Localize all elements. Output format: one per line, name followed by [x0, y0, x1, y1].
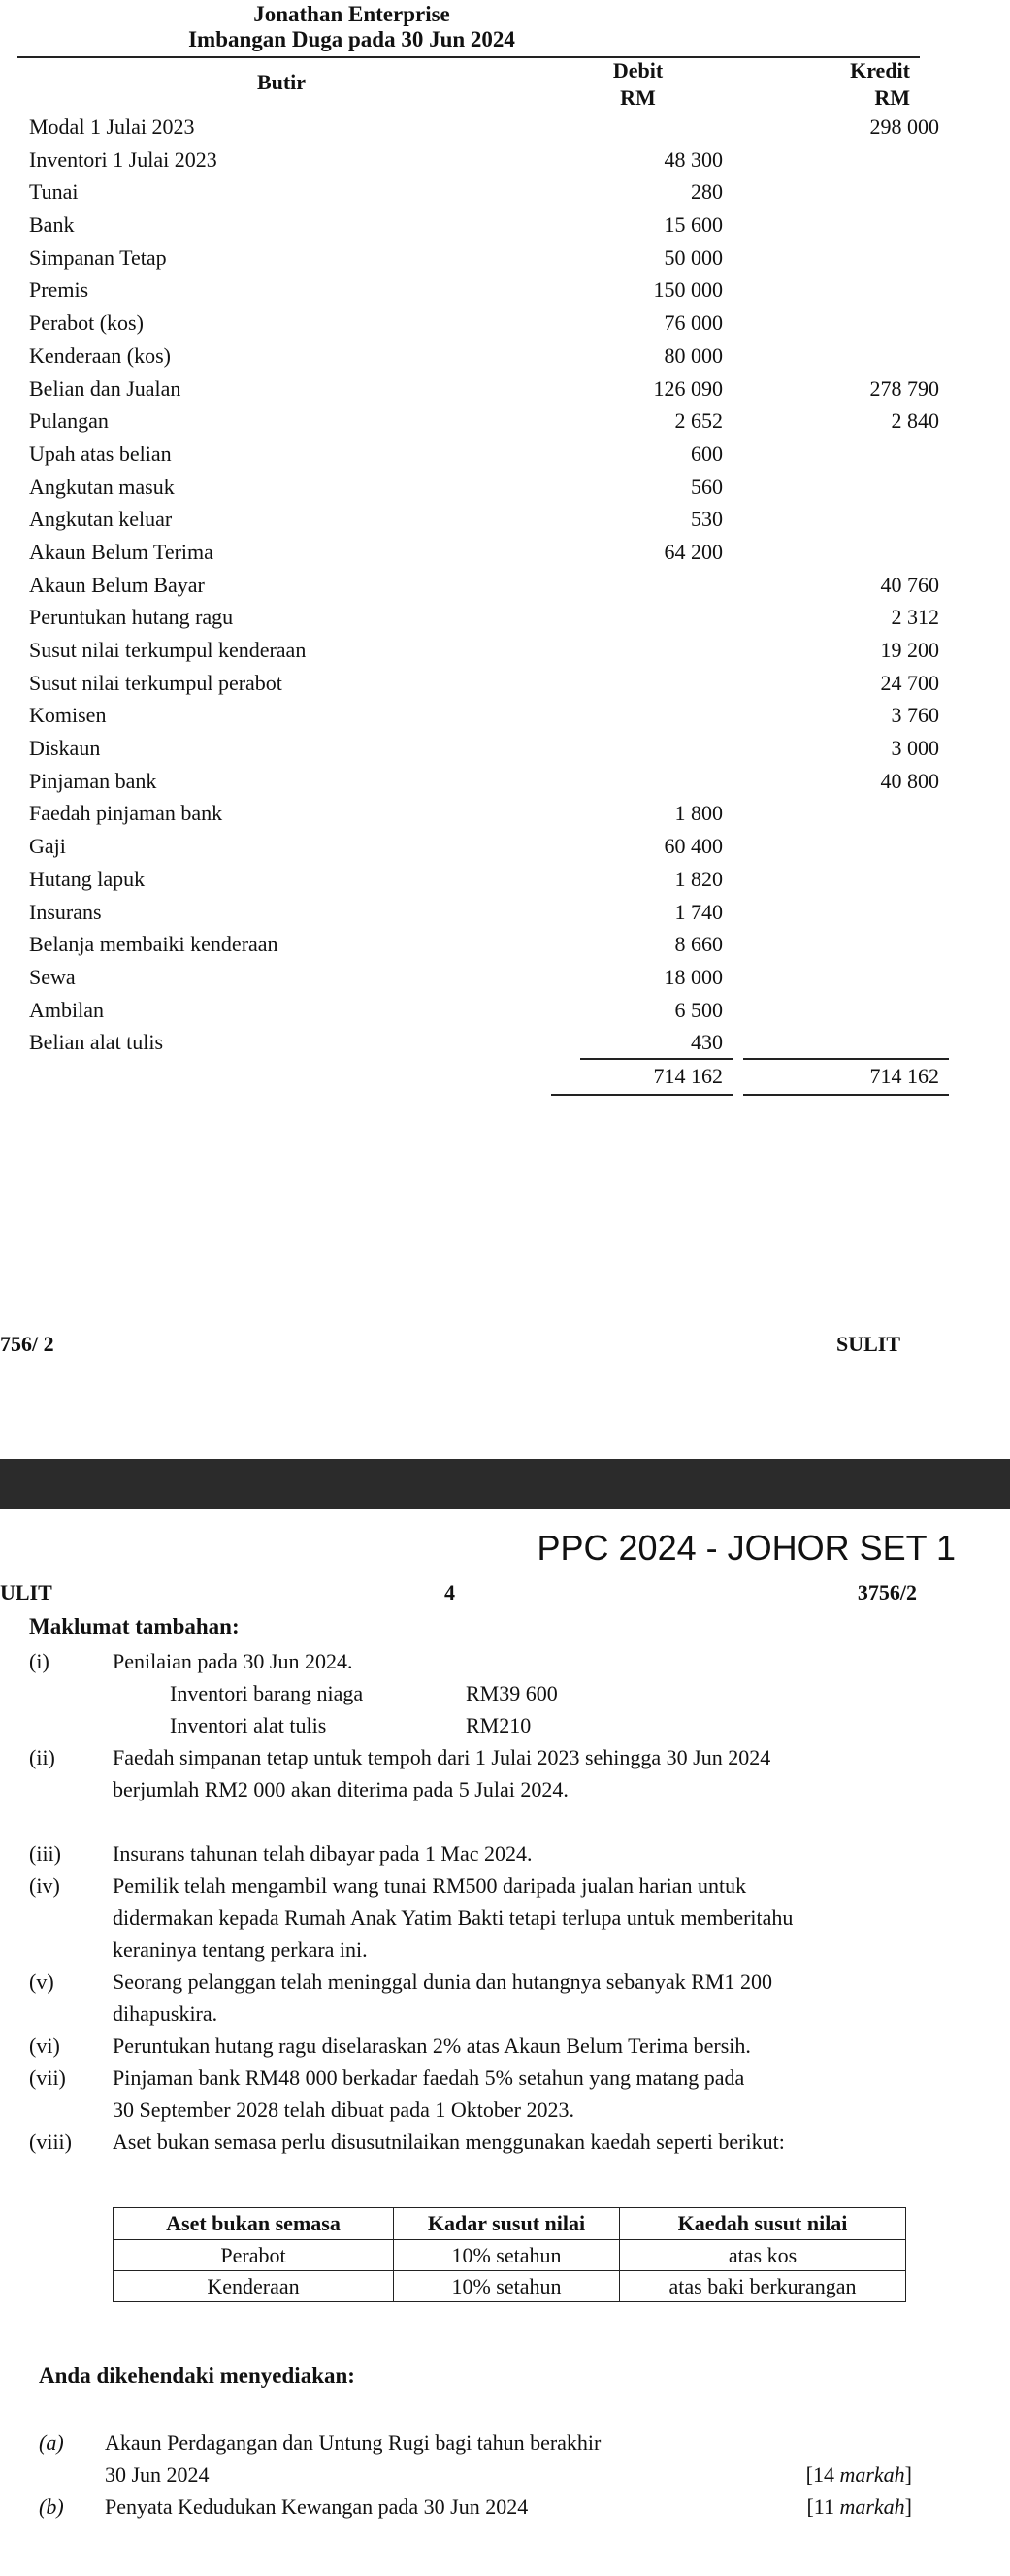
row-debit: 2 652 — [674, 409, 723, 434]
header-rate: Kadar susut nilai — [394, 2208, 620, 2240]
row-item: Susut nilai terkumpul perabot — [29, 670, 282, 695]
row-debit: 50 000 — [664, 245, 723, 270]
requirement-label: (b) — [39, 2494, 64, 2519]
row-credit: 3 000 — [891, 736, 939, 761]
row-item: Kenderaan (kos) — [29, 343, 171, 368]
table-row — [29, 569, 939, 602]
row-credit: 40 800 — [880, 768, 939, 793]
info-item-text: Peruntukan hutang ragu diselaraskan 2% atas Akaun Belum Terima bersih. — [113, 2033, 751, 2058]
row-debit: 80 000 — [664, 343, 723, 368]
table-row — [29, 144, 912, 177]
exam-banner: PPC 2024 - JOHOR SET 1 — [537, 1528, 956, 1568]
row-debit: 15 600 — [664, 213, 723, 238]
table-row — [29, 928, 912, 961]
table-row — [29, 994, 912, 1027]
row-item: Pinjaman bank — [29, 768, 157, 793]
info-item-text: dihapuskira. — [113, 2001, 218, 2026]
row-debit: 560 — [691, 474, 723, 499]
row-item: Angkutan masuk — [29, 474, 175, 499]
row-item: Angkutan keluar — [29, 507, 173, 532]
table-row — [29, 601, 939, 634]
info-item-number: (iii) — [29, 1841, 61, 1866]
requirement-label: (a) — [39, 2430, 64, 2455]
row-credit: 298 000 — [869, 115, 939, 139]
method-cell: atas baki berkurangan — [620, 2271, 906, 2302]
row-debit: 64 200 — [664, 539, 723, 564]
table-row — [29, 307, 912, 340]
table-row — [29, 536, 912, 569]
trial-balance-rows — [29, 111, 939, 1059]
total-credit: 714 162 — [869, 1064, 939, 1088]
column-header-debit: Debit — [612, 58, 664, 83]
depreciation-table-header — [114, 2208, 906, 2240]
rate-cell: 10% setahun — [394, 2240, 620, 2271]
info-item-text: didermakan kepada Rumah Anak Yatim Bakti tetapi terlupa untuk memberitahu — [113, 1905, 794, 1930]
table-row — [29, 732, 939, 765]
row-item: Diskaun — [29, 736, 101, 761]
row-item: Premis — [29, 278, 89, 303]
row-debit: 1 740 — [674, 899, 723, 924]
info-item-number: (v) — [29, 1969, 54, 1994]
row-debit: 430 — [691, 1030, 723, 1055]
requirement-text: 30 Jun 2024 — [105, 2462, 210, 2487]
table-row — [29, 373, 939, 406]
row-credit: 2 312 — [891, 605, 939, 630]
header-rule — [17, 56, 920, 58]
row-debit: 1 820 — [674, 866, 723, 891]
row-item: Modal 1 Julai 2023 — [29, 115, 195, 139]
info-item-text: Penilaian pada 30 Jun 2024. — [113, 1649, 353, 1673]
row-credit: 24 700 — [880, 670, 939, 695]
info-item-number: (iv) — [29, 1873, 60, 1898]
row-item: Akaun Belum Terima — [29, 539, 213, 564]
info-item-text: Aset bukan semasa perlu disusutnilaikan menggunakan kaedah seperti berikut: — [113, 2130, 785, 2154]
company-name: Jonathan Enterprise — [253, 2, 450, 26]
requirement-marks: [14 markah] — [805, 2462, 912, 2487]
row-item: Susut nilai terkumpul kenderaan — [29, 638, 307, 662]
row-debit: 126 090 — [653, 376, 723, 401]
info-item-number: (i) — [29, 1649, 49, 1673]
requirements-title: Anda dikehendaki menyediakan: — [39, 2363, 355, 2388]
row-debit: 60 400 — [664, 834, 723, 859]
table-row — [29, 896, 912, 929]
marks-word: markah — [839, 2462, 905, 2487]
table-row — [29, 863, 912, 896]
row-credit: 40 760 — [880, 572, 939, 597]
method-cell: atas kos — [620, 2240, 906, 2271]
row-debit: 1 800 — [674, 801, 723, 826]
row-debit: 600 — [691, 441, 723, 466]
row-item: Pulangan — [29, 409, 109, 434]
page-separator-band — [0, 1459, 1010, 1509]
marks-word: markah — [839, 2494, 905, 2519]
row-item: Belian alat tulis — [29, 1030, 164, 1055]
row-item: Hutang lapuk — [29, 866, 146, 891]
column-header-credit: Kredit — [850, 58, 910, 83]
table-row — [29, 699, 939, 732]
total-debit-bottom-rule — [551, 1094, 733, 1096]
row-item: Bank — [29, 213, 75, 238]
row-credit: 278 790 — [869, 376, 939, 401]
table-row — [29, 634, 939, 667]
table-row — [29, 765, 939, 798]
page-number: 4 — [444, 1580, 455, 1604]
info-item-number: (vi) — [29, 2033, 60, 2058]
table-row — [29, 830, 912, 863]
row-debit: 8 660 — [674, 932, 723, 957]
marks-number: 14 — [812, 2462, 834, 2487]
depreciation-table — [113, 2207, 906, 2302]
table-row — [29, 438, 912, 471]
info-item-number: (viii) — [29, 2130, 72, 2154]
row-debit: 530 — [691, 507, 723, 532]
row-item: Komisen — [29, 703, 107, 728]
page-header-code: 3756/2 — [857, 1580, 917, 1604]
marks-number: 11 — [813, 2494, 834, 2519]
row-item: Perabot (kos) — [29, 311, 144, 336]
table-row — [29, 503, 912, 536]
row-item: Upah atas belian — [29, 441, 172, 466]
row-item: Inventori 1 Julai 2023 — [29, 147, 217, 172]
row-debit: 150 000 — [653, 278, 723, 303]
valuation-label: Inventori alat tulis — [170, 1713, 327, 1737]
table-row — [29, 667, 939, 700]
table-row — [114, 2271, 906, 2302]
total-credit-bottom-rule — [743, 1094, 949, 1096]
info-item-text: 30 September 2028 telah dibuat pada 1 Oktober 2023. — [113, 2097, 574, 2122]
valuation-value: RM39 600 — [466, 1681, 558, 1705]
row-item: Simpanan Tetap — [29, 245, 167, 270]
row-debit: 76 000 — [664, 311, 723, 336]
row-debit: 280 — [691, 180, 723, 205]
row-item: Akaun Belum Bayar — [29, 572, 205, 597]
info-item-text: keraninya tentang perkara ini. — [113, 1937, 368, 1962]
requirement-marks: [11 markah] — [806, 2494, 912, 2519]
table-row — [29, 242, 912, 275]
table-row — [29, 405, 939, 438]
row-debit: 18 000 — [664, 964, 723, 989]
requirement-text: Akaun Perdagangan dan Untung Rugi bagi tahun berakhir — [105, 2430, 602, 2455]
page-footer-code: 756/ 2 — [0, 1332, 54, 1356]
row-item: Insurans — [29, 899, 102, 924]
table-row — [29, 1026, 912, 1059]
row-credit: 19 200 — [880, 638, 939, 662]
info-item-number: (ii) — [29, 1745, 55, 1769]
total-debit: 714 162 — [653, 1064, 723, 1088]
table-row — [29, 797, 912, 830]
row-credit: 2 840 — [891, 409, 939, 434]
valuation-value: RM210 — [466, 1713, 532, 1737]
page-footer-label: SULIT — [836, 1332, 901, 1356]
info-item-text: Seorang pelanggan telah meninggal dunia dan hutangnya sebanyak RM1 200 — [113, 1969, 772, 1994]
row-credit: 3 760 — [891, 703, 939, 728]
table-row — [29, 209, 912, 242]
row-debit: 48 300 — [664, 147, 723, 172]
info-item-number: (vii) — [29, 2065, 66, 2090]
requirement-text: Penyata Kedudukan Kewangan pada 30 Jun 2024 — [105, 2494, 529, 2519]
row-debit: 6 500 — [674, 997, 723, 1022]
info-item-text: Insurans tahunan telah dibayar pada 1 Mac 2024. — [113, 1841, 533, 1866]
table-row — [114, 2240, 906, 2271]
row-item: Tunai — [29, 180, 79, 205]
info-item-text: Faedah simpanan tetap untuk tempoh dari 1 Julai 2023 sehingga 30 Jun 2024 — [113, 1745, 771, 1769]
table-row — [29, 471, 912, 504]
valuation-label: Inventori barang niaga — [170, 1681, 364, 1705]
table-row — [29, 274, 912, 307]
page-header-label: ULIT — [0, 1580, 52, 1604]
row-item: Belian dan Jualan — [29, 376, 181, 401]
info-item-text: berjumlah RM2 000 akan diterima pada 5 Julai 2024. — [113, 1777, 569, 1801]
row-item: Ambilan — [29, 997, 104, 1022]
additional-info-title: Maklumat tambahan: — [29, 1614, 240, 1638]
table-row — [29, 340, 912, 373]
column-header-item: Butir — [256, 70, 307, 94]
trial-balance-title: Imbangan Duga pada 30 Jun 2024 — [188, 27, 515, 51]
row-item: Belanja membaiki kenderaan — [29, 932, 278, 957]
table-row — [29, 961, 912, 994]
row-item: Peruntukan hutang ragu — [29, 605, 234, 630]
row-item: Gaji — [29, 834, 66, 859]
header-method: Kaedah susut nilai — [620, 2208, 906, 2240]
info-item-text: Pinjaman bank RM48 000 berkadar faedah 5% setahun yang matang pada — [113, 2065, 745, 2090]
row-item: Sewa — [29, 964, 76, 989]
trial-balance-total-row — [29, 1060, 939, 1093]
column-header-credit-currency: RM — [874, 85, 910, 110]
info-item-text: Pemilik telah mengambil wang tunai RM500 daripada jualan harian untuk — [113, 1873, 747, 1898]
asset-cell: Kenderaan — [114, 2271, 394, 2302]
asset-cell: Perabot — [114, 2240, 394, 2271]
table-row — [29, 176, 912, 209]
rate-cell: 10% setahun — [394, 2271, 620, 2302]
row-item: Faedah pinjaman bank — [29, 801, 223, 826]
column-header-debit-currency: RM — [620, 85, 656, 110]
header-asset: Aset bukan semasa — [114, 2208, 394, 2240]
table-row — [29, 111, 939, 144]
